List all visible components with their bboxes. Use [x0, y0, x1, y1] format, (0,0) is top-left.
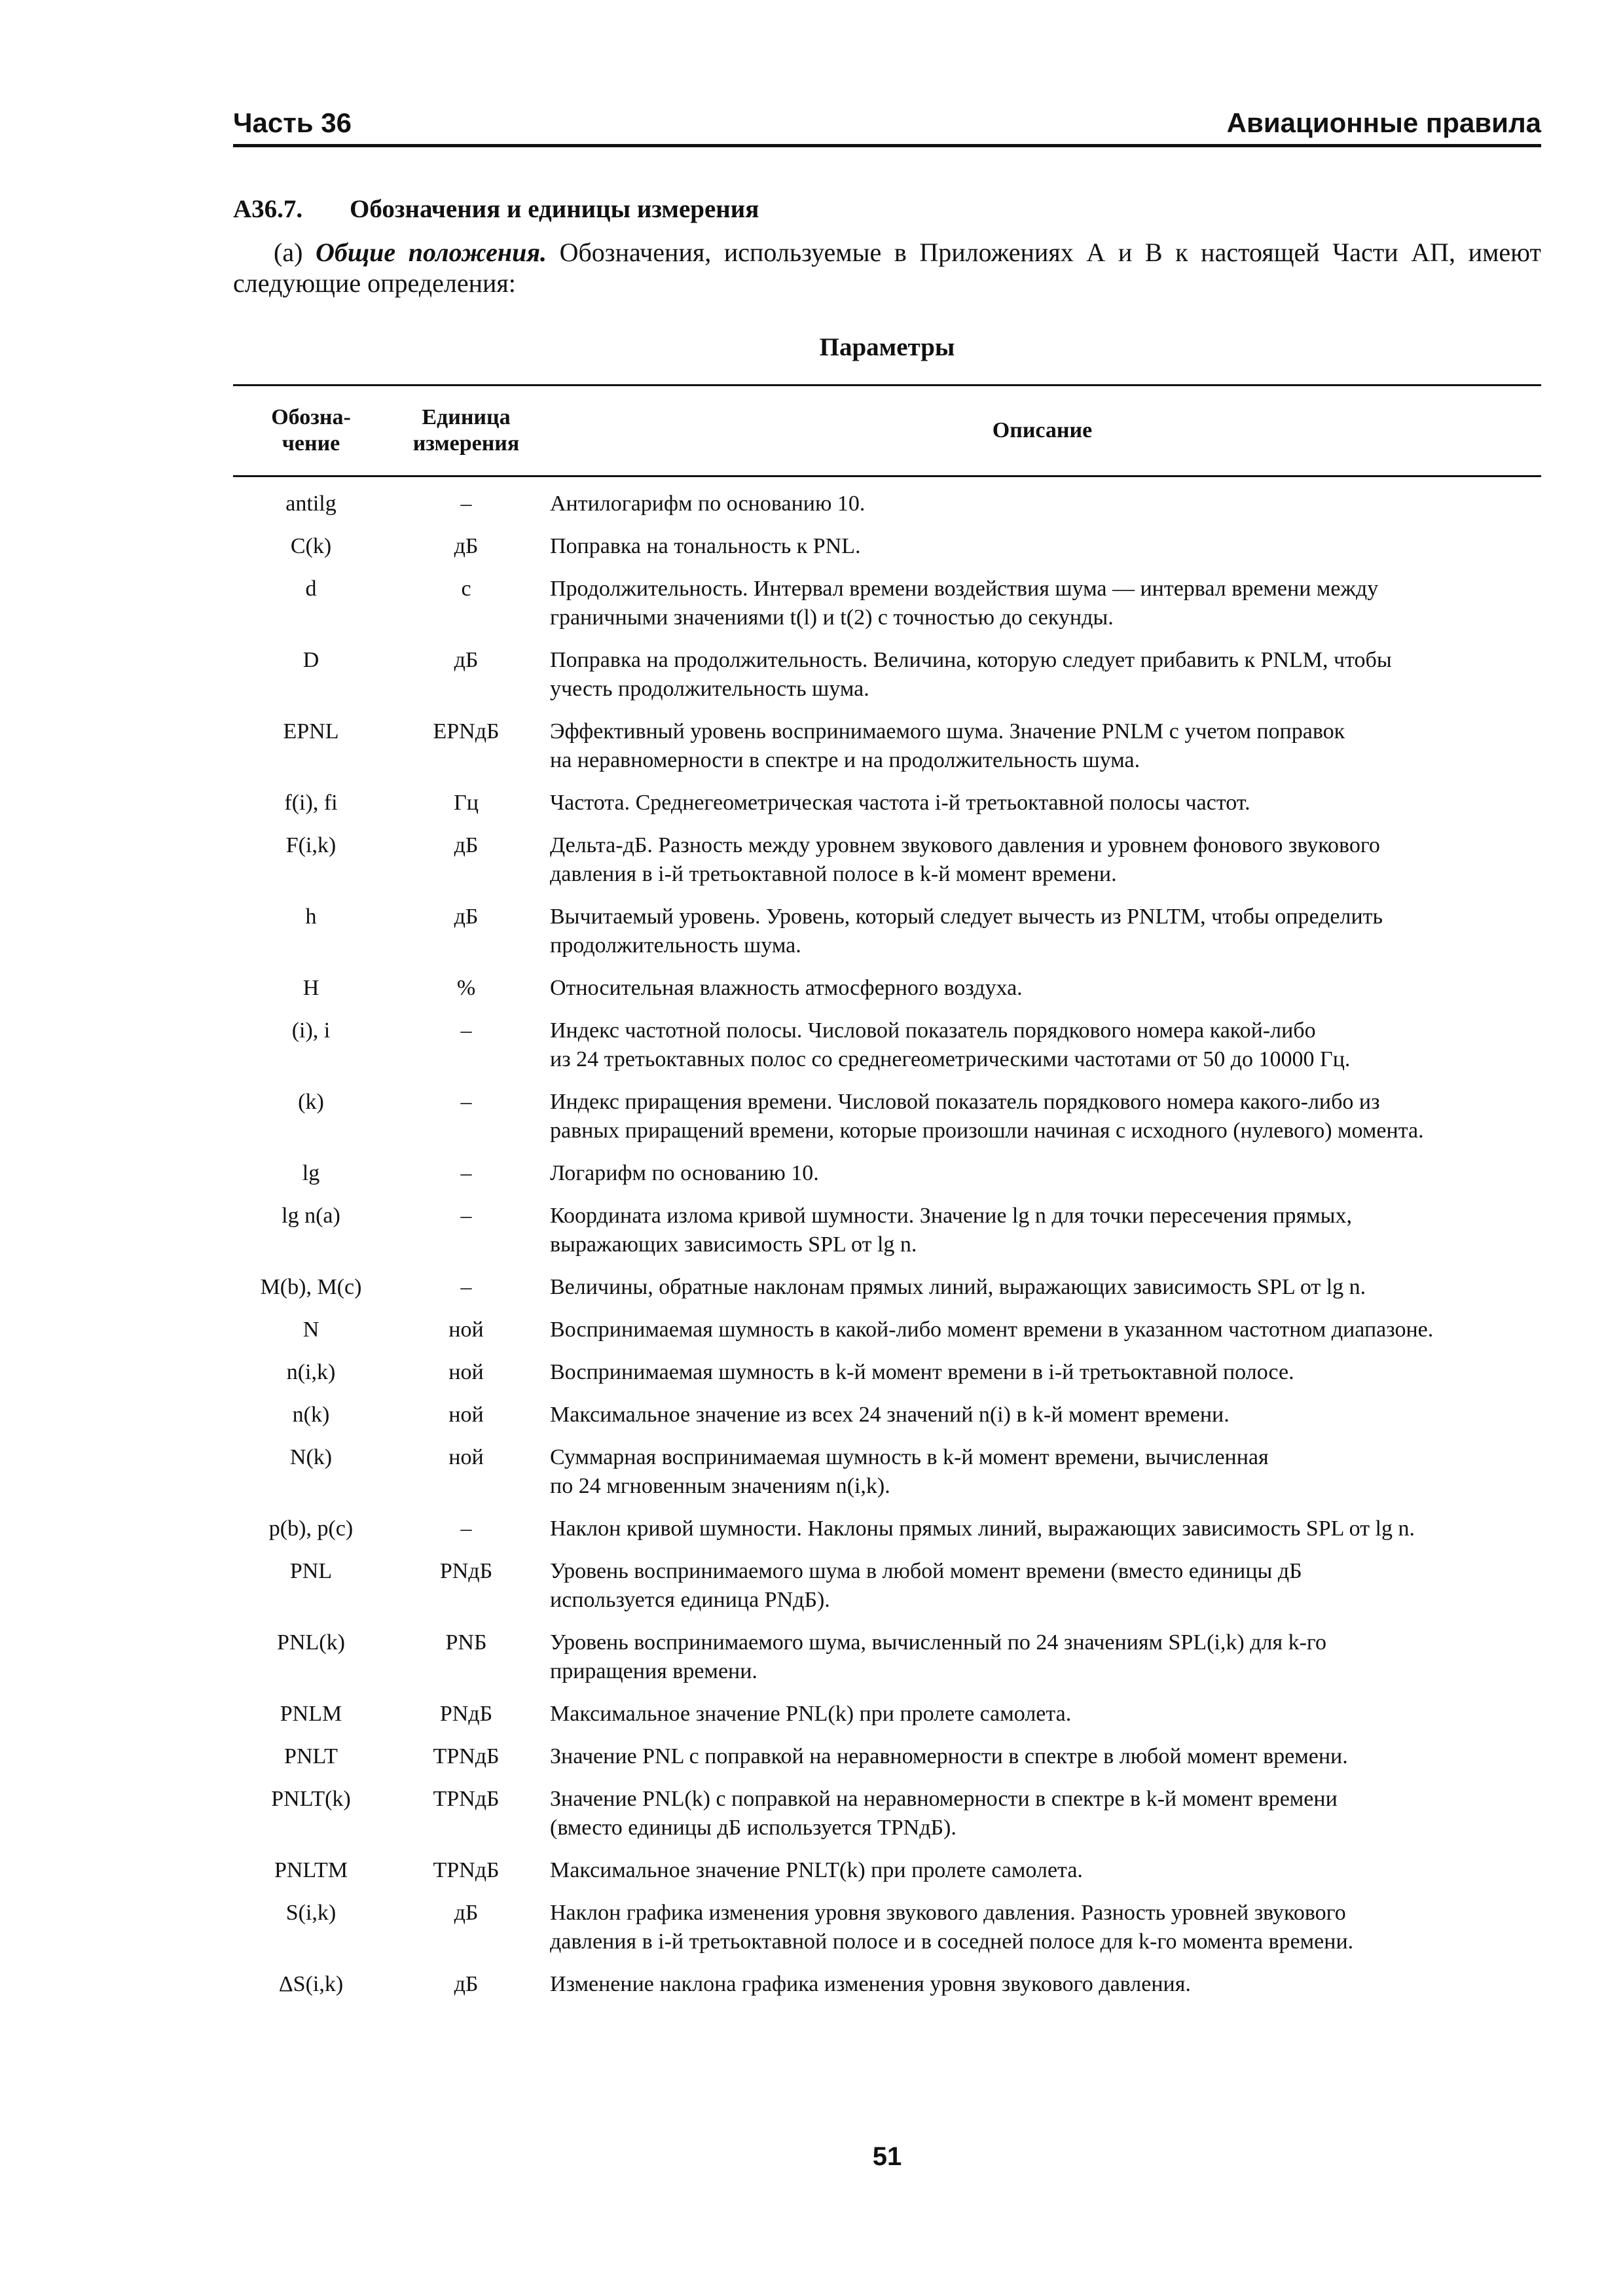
- description-line: выражающих зависимость SPL от lg n.: [550, 1232, 917, 1257]
- row-description: [543, 1443, 1541, 1501]
- row-description: [543, 1628, 1541, 1686]
- row-description: [543, 789, 1541, 817]
- row-unit: –: [460, 492, 472, 516]
- row-unit: –: [460, 1516, 472, 1541]
- table-body: [233, 490, 1541, 2013]
- table-row: [233, 1700, 1541, 1729]
- row-unit: TPNдБ: [433, 1858, 500, 1882]
- description-line: Изменение наклона графика изменения уровня звукового давления.: [550, 1972, 1191, 1996]
- description-line: из 24 третьоктавных полос со среднегеометрическими частотами от 50 до 10000 Гц.: [550, 1047, 1351, 1071]
- row-symbol: f(i), fi: [284, 791, 338, 815]
- description-line: Наклон кривой шумности. Наклоны прямых линий, выражающих зависимость SPL от lg n.: [550, 1516, 1415, 1541]
- row-description: [543, 1856, 1541, 1885]
- row-unit: ной: [448, 1445, 484, 1469]
- row-unit: PNБ: [445, 1630, 487, 1655]
- row-unit: –: [460, 1090, 472, 1114]
- intro-text: Обозначения, используемые в Приложениях А и В к настоящей Части АП, имеют следующие определения:: [233, 238, 1541, 298]
- description-line: давления в i-й третьоктавной полосе и в соседней полосе для k-го момента времени.: [550, 1929, 1354, 1954]
- description-line: Дельта-дБ. Разность между уровнем звукового давления и уровнем фонового звукового: [550, 833, 1380, 857]
- table-row: [233, 974, 1541, 1003]
- row-symbol: N: [302, 1318, 319, 1342]
- row-unit: PNдБ: [439, 1702, 493, 1726]
- row-symbol: EPNL: [283, 719, 339, 744]
- description-line: используется единица PNдБ).: [550, 1588, 830, 1612]
- description-line: (вместо единицы дБ используется TPNдБ).: [550, 1816, 957, 1840]
- row-description: [543, 490, 1541, 518]
- table-row: [233, 1557, 1541, 1615]
- table-row: [233, 789, 1541, 817]
- row-unit: дБ: [454, 648, 479, 672]
- row-symbol: n(i,k): [286, 1360, 336, 1384]
- row-description: [543, 903, 1541, 960]
- description-line: Уровень воспринимаемого шума, вычисленный по 24 значениям SPL(i,k) для k-го: [550, 1630, 1327, 1655]
- intro-prefix: (а): [274, 238, 316, 267]
- row-symbol: D: [302, 648, 319, 672]
- table-row: [233, 1515, 1541, 1543]
- table-row: [233, 1202, 1541, 1259]
- description-line: Координата излома кривой шумности. Значение lg n для точки пересечения прямых,: [550, 1204, 1352, 1228]
- table-row: [233, 1401, 1541, 1429]
- row-description: [543, 1088, 1541, 1145]
- section-heading: [233, 194, 759, 224]
- description-line: Наклон графика изменения уровня звукового давления. Разность уровней звукового: [550, 1901, 1346, 1925]
- row-symbol: d: [305, 577, 317, 601]
- description-line: по 24 мгновенным значениям n(i,k).: [550, 1474, 890, 1498]
- description-line: Продолжительность. Интервал времени воздействия шума — интервал времени между: [550, 577, 1379, 601]
- row-symbol: PNLT(k): [271, 1787, 351, 1811]
- row-unit: –: [460, 1275, 472, 1299]
- description-line: Индекс частотной полосы. Числовой показатель порядкового номера какой-либо: [550, 1018, 1316, 1043]
- section-title: Обозначения и единицы измерения: [350, 195, 759, 223]
- row-description: [543, 1899, 1541, 1956]
- row-unit: PNдБ: [439, 1559, 493, 1583]
- description-line: Значение PNL(k) с поправкой на неравномерности в спектре в k-й момент времени: [550, 1787, 1338, 1811]
- row-symbol: (i), i: [291, 1018, 331, 1043]
- row-description: [543, 974, 1541, 1003]
- row-description: [543, 1401, 1541, 1429]
- row-symbol: F(i,k): [285, 833, 337, 857]
- row-description: [543, 1016, 1541, 1074]
- row-description: [543, 1515, 1541, 1543]
- table-row: [233, 646, 1541, 704]
- row-unit: дБ: [454, 833, 479, 857]
- row-description: [543, 1970, 1541, 1999]
- row-symbol: M(b), M(c): [260, 1275, 362, 1299]
- description-line: Логарифм по основанию 10.: [550, 1161, 819, 1185]
- description-line: Уровень воспринимаемого шума в любой момент времени (вместо единицы дБ: [550, 1559, 1302, 1583]
- table-row: [233, 1785, 1541, 1842]
- row-symbol: antilg: [285, 492, 337, 516]
- row-symbol: (k): [298, 1090, 324, 1114]
- row-unit: ной: [448, 1318, 484, 1342]
- description-line: Индекс приращения времени. Числовой показатель порядкового номера какого-либо из: [550, 1090, 1380, 1114]
- row-symbol: PNLTM: [274, 1858, 348, 1882]
- row-description: [543, 831, 1541, 889]
- table-row: [233, 1856, 1541, 1885]
- row-symbol: ΔS(i,k): [278, 1972, 344, 1996]
- row-unit: –: [460, 1204, 472, 1228]
- table-row: [233, 532, 1541, 561]
- row-description: [543, 1273, 1541, 1302]
- row-symbol: h: [305, 905, 317, 929]
- row-description: [543, 646, 1541, 704]
- row-unit: TPNдБ: [433, 1787, 500, 1811]
- header-description: Описание: [992, 418, 1093, 442]
- table-row: [233, 1358, 1541, 1387]
- row-symbol: lg: [302, 1161, 320, 1185]
- row-description: [543, 717, 1541, 775]
- table-row: [233, 1970, 1541, 1999]
- description-line: учесть продолжительность шума.: [550, 677, 869, 701]
- row-unit: дБ: [454, 534, 479, 558]
- row-symbol: PNLM: [280, 1702, 342, 1726]
- description-line: на неравномерности в спектре и на продолжительность шума.: [550, 748, 1140, 772]
- description-line: Эффективный уровень воспринимаемого шума. Значение PNLM с учетом поправок: [550, 719, 1345, 744]
- description-line: Воспринимаемая шумность в какой-либо момент времени в указанном частотном диапазоне.: [550, 1318, 1434, 1342]
- intro-paragraph: [233, 237, 1541, 298]
- page-header: [233, 105, 1541, 147]
- description-line: Антилогарифм по основанию 10.: [550, 492, 866, 516]
- header-unit: Единица измерения: [412, 405, 520, 456]
- table-row: [233, 903, 1541, 960]
- table-row: [233, 1316, 1541, 1344]
- row-description: [543, 1358, 1541, 1387]
- row-symbol: N(k): [289, 1445, 333, 1469]
- table-row: [233, 1088, 1541, 1145]
- row-unit: дБ: [454, 1901, 479, 1925]
- description-line: Величины, обратные наклонам прямых линий, выражающих зависимость SPL от lg n.: [550, 1275, 1366, 1299]
- description-line: Максимальное значение PNL(k) при пролете самолета.: [550, 1702, 1072, 1726]
- description-line: Максимальное значение PNLT(k) при пролете самолета.: [550, 1858, 1083, 1882]
- row-unit: ной: [448, 1403, 484, 1427]
- intro-lead: Общие положения.: [316, 238, 547, 267]
- row-unit: дБ: [454, 1972, 479, 1996]
- description-line: Воспринимаемая шумность в k-й момент времени в i-й третьоктавной полосе.: [550, 1360, 1294, 1384]
- description-line: Максимальное значение из всех 24 значений n(i) в k-й момент времени.: [550, 1403, 1230, 1427]
- row-unit: TPNдБ: [433, 1744, 500, 1768]
- header-part-label: Часть 36: [233, 107, 352, 138]
- table-row: [233, 1628, 1541, 1686]
- row-unit: ной: [448, 1360, 484, 1384]
- row-symbol: PNLT: [284, 1744, 338, 1768]
- table-row: [233, 1443, 1541, 1501]
- row-symbol: p(b), p(c): [268, 1516, 354, 1541]
- row-description: [543, 1557, 1541, 1615]
- row-description: [543, 1159, 1541, 1188]
- description-line: равных приращений времени, которые произошли начиная с исходного (нулевого) момента.: [550, 1119, 1424, 1143]
- description-line: Относительная влажность атмосферного воздуха.: [550, 976, 1023, 1000]
- row-unit: Гц: [454, 791, 479, 815]
- table-header-rule: [233, 475, 1541, 477]
- description-line: приращения времени.: [550, 1659, 757, 1683]
- section-number: А36.7.: [233, 195, 303, 223]
- table-row: [233, 717, 1541, 775]
- row-symbol: C(k): [290, 534, 332, 558]
- table-row: [233, 1159, 1541, 1188]
- description-line: Частота. Среднегеометрическая частота i-й третьоктавной полосы частот.: [550, 791, 1250, 815]
- description-line: Вычитаемый уровень. Уровень, который следует вычесть из PNLTM, чтобы определить: [550, 905, 1383, 929]
- row-unit: –: [460, 1018, 472, 1043]
- description-line: граничными значениями t(l) и t(2) с точностью до секунды.: [550, 605, 1114, 630]
- table-row: [233, 1273, 1541, 1302]
- table-caption: Параметры: [819, 333, 955, 361]
- row-unit: дБ: [454, 905, 479, 929]
- row-unit: –: [460, 1161, 472, 1185]
- description-line: продолжительность шума.: [550, 933, 801, 958]
- row-description: [543, 575, 1541, 632]
- table-row: [233, 1016, 1541, 1074]
- row-description: [543, 1316, 1541, 1344]
- description-line: давления в i-й третьоктавной полосе в k-й момент времени.: [550, 862, 1117, 886]
- header-symbol: Обозна- чение: [271, 405, 351, 456]
- header-document-title: Авиационные правила: [1226, 107, 1541, 138]
- table-row: [233, 490, 1541, 518]
- description-line: Значение PNL с поправкой на неравномерности в спектре в любой момент времени.: [550, 1744, 1348, 1768]
- description-line: Поправка на тональность к PNL.: [550, 534, 861, 558]
- row-symbol: H: [302, 976, 319, 1000]
- row-description: [543, 1202, 1541, 1259]
- table-row: [233, 1742, 1541, 1771]
- row-unit: с: [461, 577, 471, 601]
- row-symbol: n(k): [292, 1403, 330, 1427]
- row-description: [543, 1785, 1541, 1842]
- row-unit: %: [456, 976, 476, 1000]
- description-line: Суммарная воспринимаемая шумность в k-й момент времени, вычисленная: [550, 1445, 1269, 1469]
- table-row: [233, 831, 1541, 889]
- row-unit: EPNдБ: [433, 719, 500, 744]
- row-symbol: PNL: [289, 1559, 333, 1583]
- row-description: [543, 1742, 1541, 1771]
- row-symbol: S(i,k): [285, 1901, 337, 1925]
- table-row: [233, 1899, 1541, 1956]
- row-symbol: PNL(k): [277, 1630, 345, 1655]
- description-line: Поправка на продолжительность. Величина, которую следует прибавить к PNLM, чтобы: [550, 648, 1392, 672]
- row-description: [543, 1700, 1541, 1729]
- table-top-rule: [233, 384, 1541, 386]
- row-description: [543, 532, 1541, 561]
- table-row: [233, 575, 1541, 632]
- row-symbol: lg n(a): [282, 1204, 340, 1228]
- page-number: 51: [872, 2142, 902, 2171]
